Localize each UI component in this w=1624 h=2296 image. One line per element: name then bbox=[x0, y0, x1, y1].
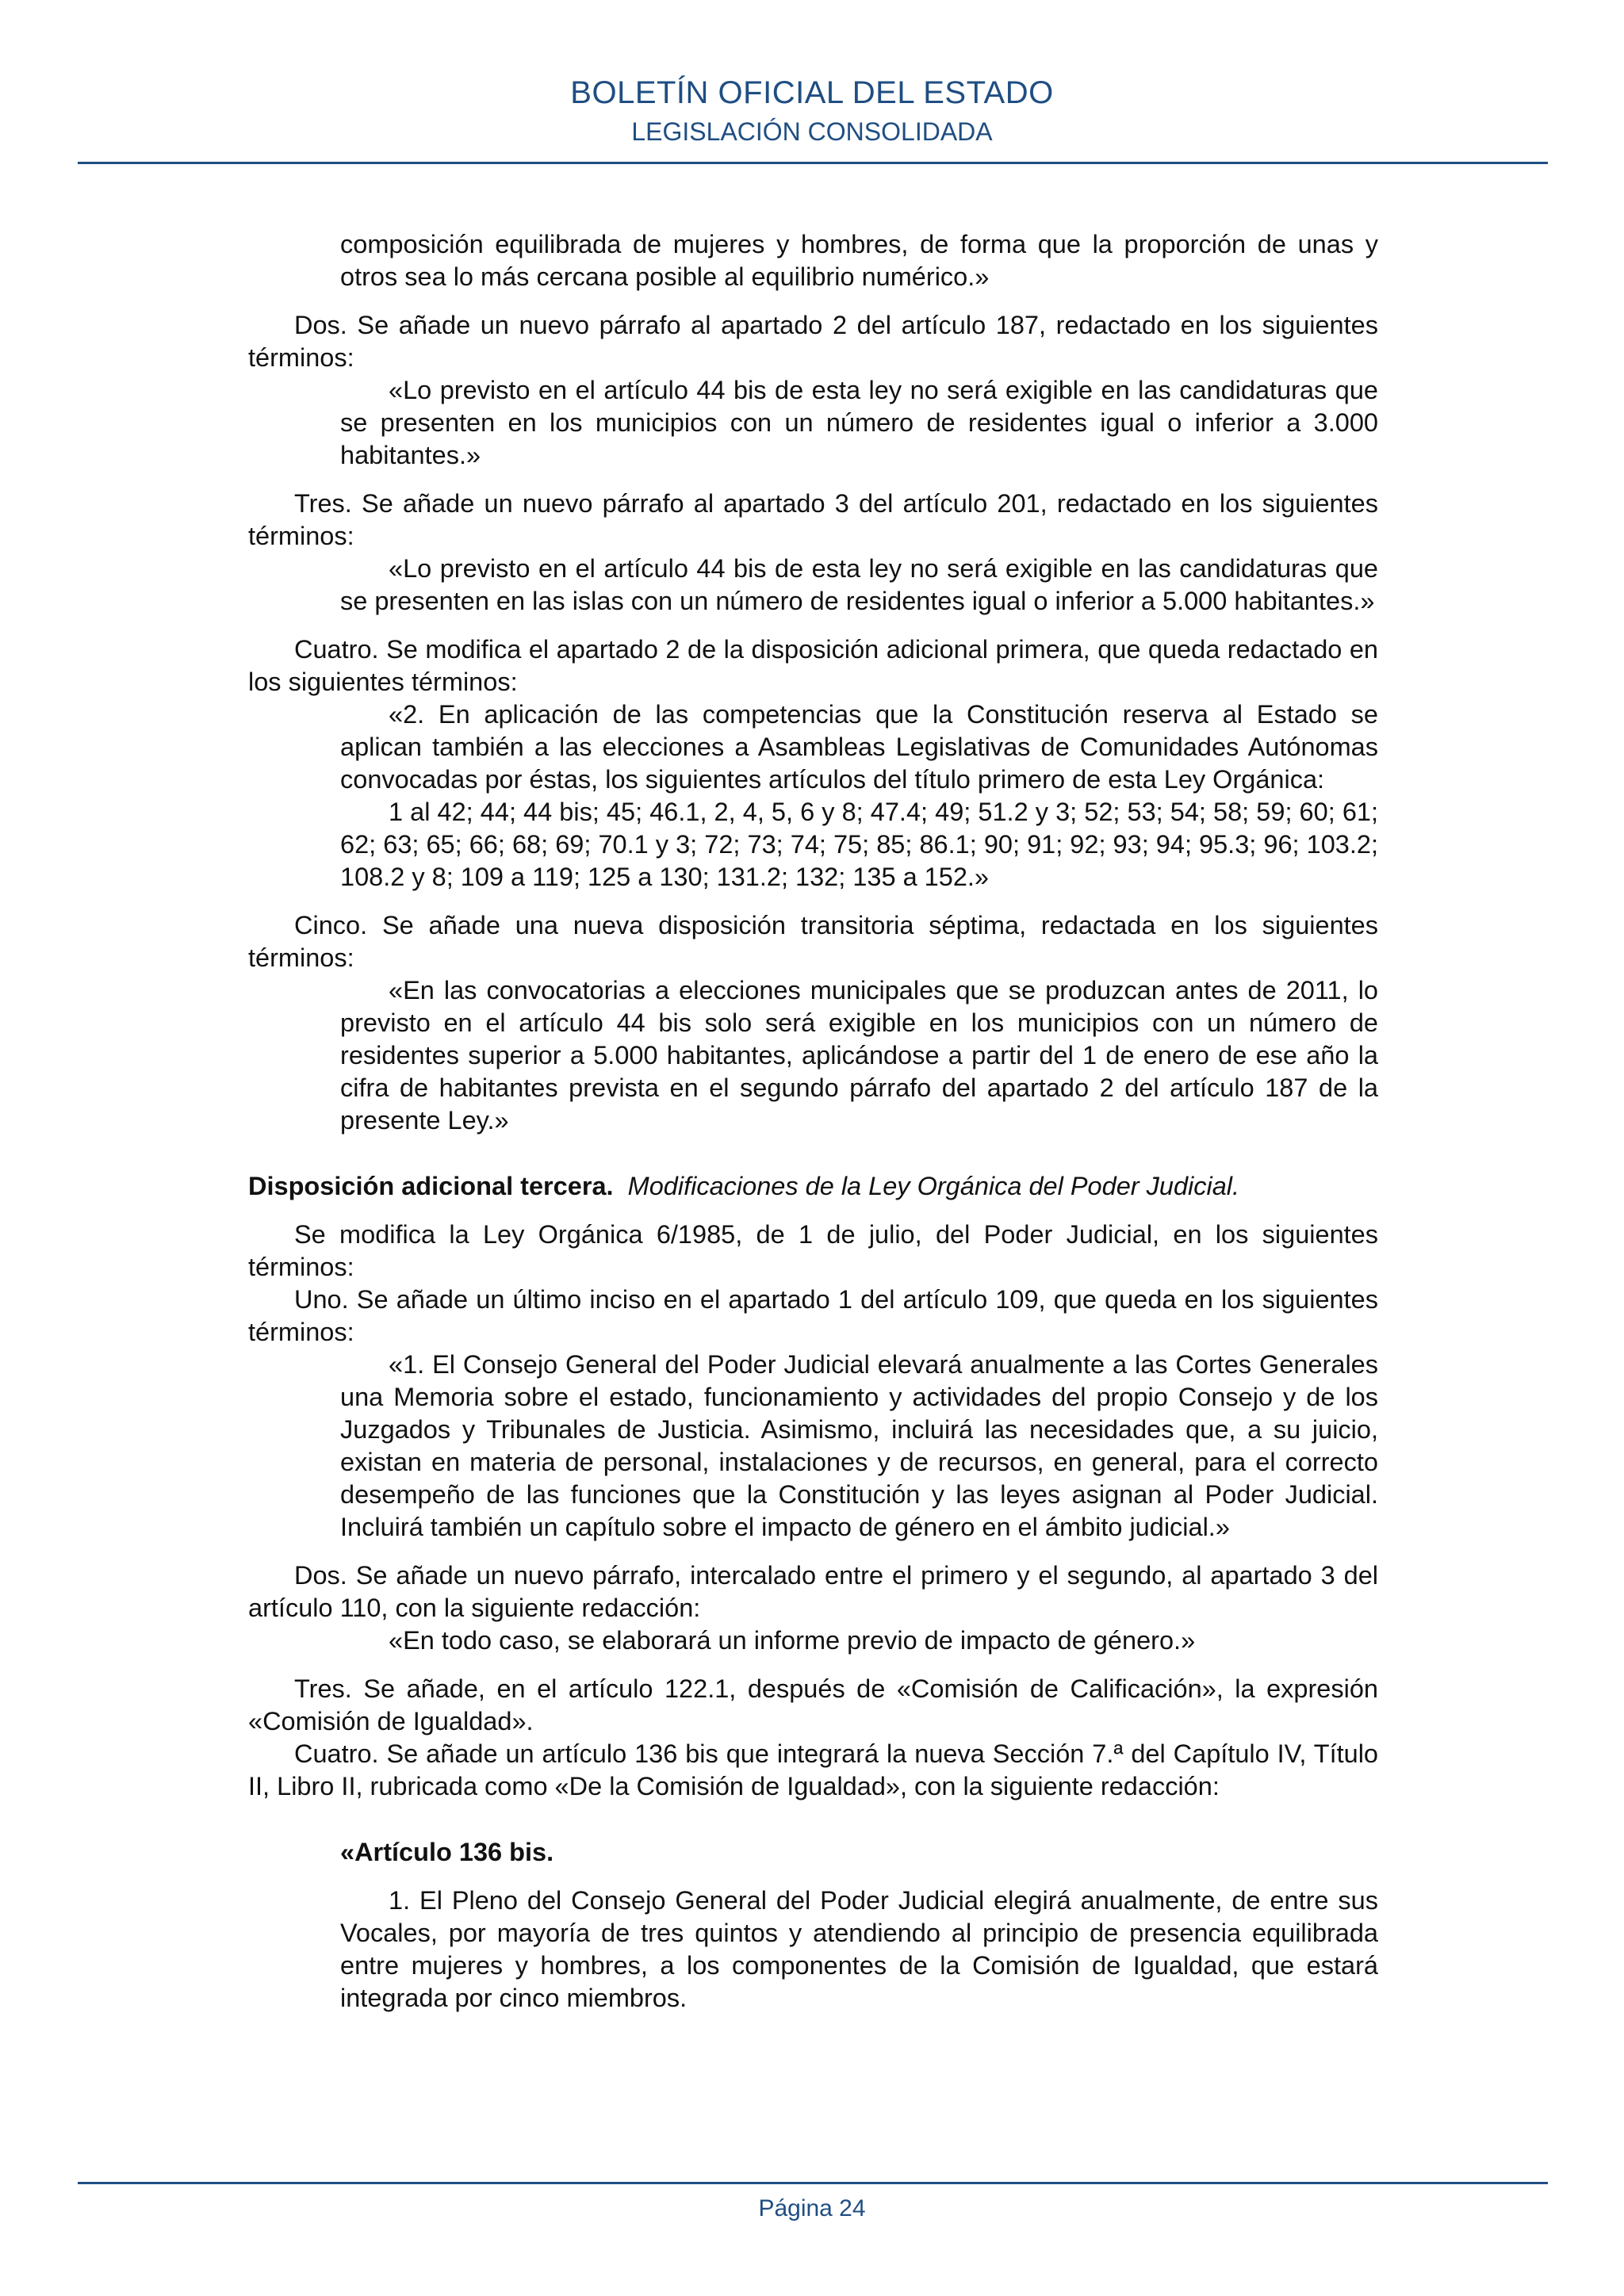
document-body bbox=[248, 228, 1378, 2015]
paragraph: Uno. Se añade un último inciso en el apartado 1 del artículo 109, que queda en los siguientes términos: bbox=[248, 1285, 1378, 1346]
paragraph: Tres. Se añade, en el artículo 122.1, después de «Comisión de Calificación», la expresión «Comisión de Igualdad». bbox=[248, 1674, 1378, 1735]
quoted-paragraph: «2. En aplicación de las competencias que la Constitución reserva al Estado se aplican también a las elecciones a Asambleas Legislativas de Comunidades Autónomas convocadas por éstas, los siguientes artículos del título primero de esta Ley Orgánica: bbox=[340, 700, 1378, 794]
quoted-paragraph: «Lo previsto en el artículo 44 bis de esta ley no será exigible en las candidaturas que se presenten en las islas con un número de residentes igual o inferior a 5.000 habitantes.» bbox=[340, 554, 1378, 615]
quoted-paragraph: «Lo previsto en el artículo 44 bis de esta ley no será exigible en las candidaturas que se presenten en los municipios con un número de residentes igual o inferior a 3.000 habitantes.» bbox=[340, 376, 1378, 469]
paragraph: composición equilibrada de mujeres y hombres, de forma que la proporción de unas y otros sea lo más cercana posible al equilibrio numérico.» bbox=[340, 230, 1378, 291]
paragraph: Cuatro. Se añade un artículo 136 bis que integrará la nueva Sección 7.ª del Capítulo IV, Título II, Libro II, rubricada como «De la Comisión de Igualdad», con la siguiente redacción: bbox=[248, 1739, 1378, 1800]
document-header bbox=[0, 73, 1624, 149]
quoted-paragraph: «1. El Consejo General del Poder Judicial elevará anualmente a las Cortes Generales una Memoria sobre el estado, funcionamiento y actividades del propio Consejo y de los Juzgados y Tribunales de Justicia. Asimismo, incluirá las necesidades que, a su juicio, existan en materia de personal, instalaciones y de recursos, en general, para el correcto desempeño de las funciones que la Constitución y las leyes asignan al Poder Judicial. Incluirá también un capítulo sobre el impacto de género en el ámbito judicial.» bbox=[340, 1350, 1378, 1541]
quoted-paragraph: «En todo caso, se elaborará un informe previo de impacto de género.» bbox=[389, 1626, 1196, 1655]
paragraph: Tres. Se añade un nuevo párrafo al apartado 3 del artículo 201, redactado en los siguientes términos: bbox=[248, 489, 1378, 550]
article-title: «Artículo 136 bis. bbox=[340, 1838, 554, 1866]
footer-divider bbox=[78, 2182, 1548, 2184]
quoted-paragraph: «En las convocatorias a elecciones municipales que se produzcan antes de 2011, lo previsto en el artículo 44 bis solo será exigible en los municipios con un número de residentes superior a 5.000 habitantes, aplicándose a partir del 1 de enero de ese año la cifra de habitantes prevista en el segundo párrafo del apartado 2 del artículo 187 de la presente Ley.» bbox=[340, 976, 1378, 1135]
header-divider bbox=[78, 162, 1548, 164]
paragraph: Dos. Se añade un nuevo párrafo, intercalado entre el primero y el segundo, al apartado 3 del artículo 110, con la siguiente redacción: bbox=[248, 1561, 1378, 1622]
page-number: Página 24 bbox=[758, 2195, 866, 2221]
section-heading-subtitle: Modificaciones de la Ley Orgánica del Poder Judicial. bbox=[627, 1172, 1240, 1200]
publication-subtitle: LEGISLACIÓN CONSOLIDADA bbox=[631, 117, 993, 146]
paragraph: Dos. Se añade un nuevo párrafo al apartado 2 del artículo 187, redactado en los siguientes términos: bbox=[248, 311, 1378, 372]
paragraph: Cuatro. Se modifica el apartado 2 de la disposición adicional primera, que queda redactado en los siguientes términos: bbox=[248, 635, 1378, 696]
quoted-paragraph: 1. El Pleno del Consejo General del Poder Judicial elegirá anualmente, de entre sus Vocales, por mayoría de tres quintos y atendiendo al principio de presencia equilibrada entre mujeres y hombres, a los componentes de la Comisión de Igualdad, que estará integrada por cinco miembros. bbox=[340, 1886, 1378, 2012]
section-heading-title: Disposición adicional tercera. bbox=[248, 1172, 614, 1200]
publication-title: BOLETÍN OFICIAL DEL ESTADO bbox=[570, 75, 1054, 110]
section-heading bbox=[248, 1170, 1378, 1203]
paragraph: Cinco. Se añade una nueva disposición transitoria séptima, redactada en los siguientes términos: bbox=[248, 911, 1378, 972]
paragraph: Se modifica la Ley Orgánica 6/1985, de 1 de julio, del Poder Judicial, en los siguientes términos: bbox=[248, 1220, 1378, 1281]
quoted-paragraph: 1 al 42; 44; 44 bis; 45; 46.1, 2, 4, 5, 6 y 8; 47.4; 49; 51.2 y 3; 52; 53; 54; 58; 59; 60; 61; 62; 63; 65; 66; 68; 69; 70.1 y 3; 72; 73; 74; 75; 85; 86.1; 90; 91; 92; 93; 94; 95.3; 96; 103.2; 108.2 y 8; 109 a 119; 125 a 130; 131.2; 132; 135 a 152.» bbox=[340, 798, 1378, 891]
